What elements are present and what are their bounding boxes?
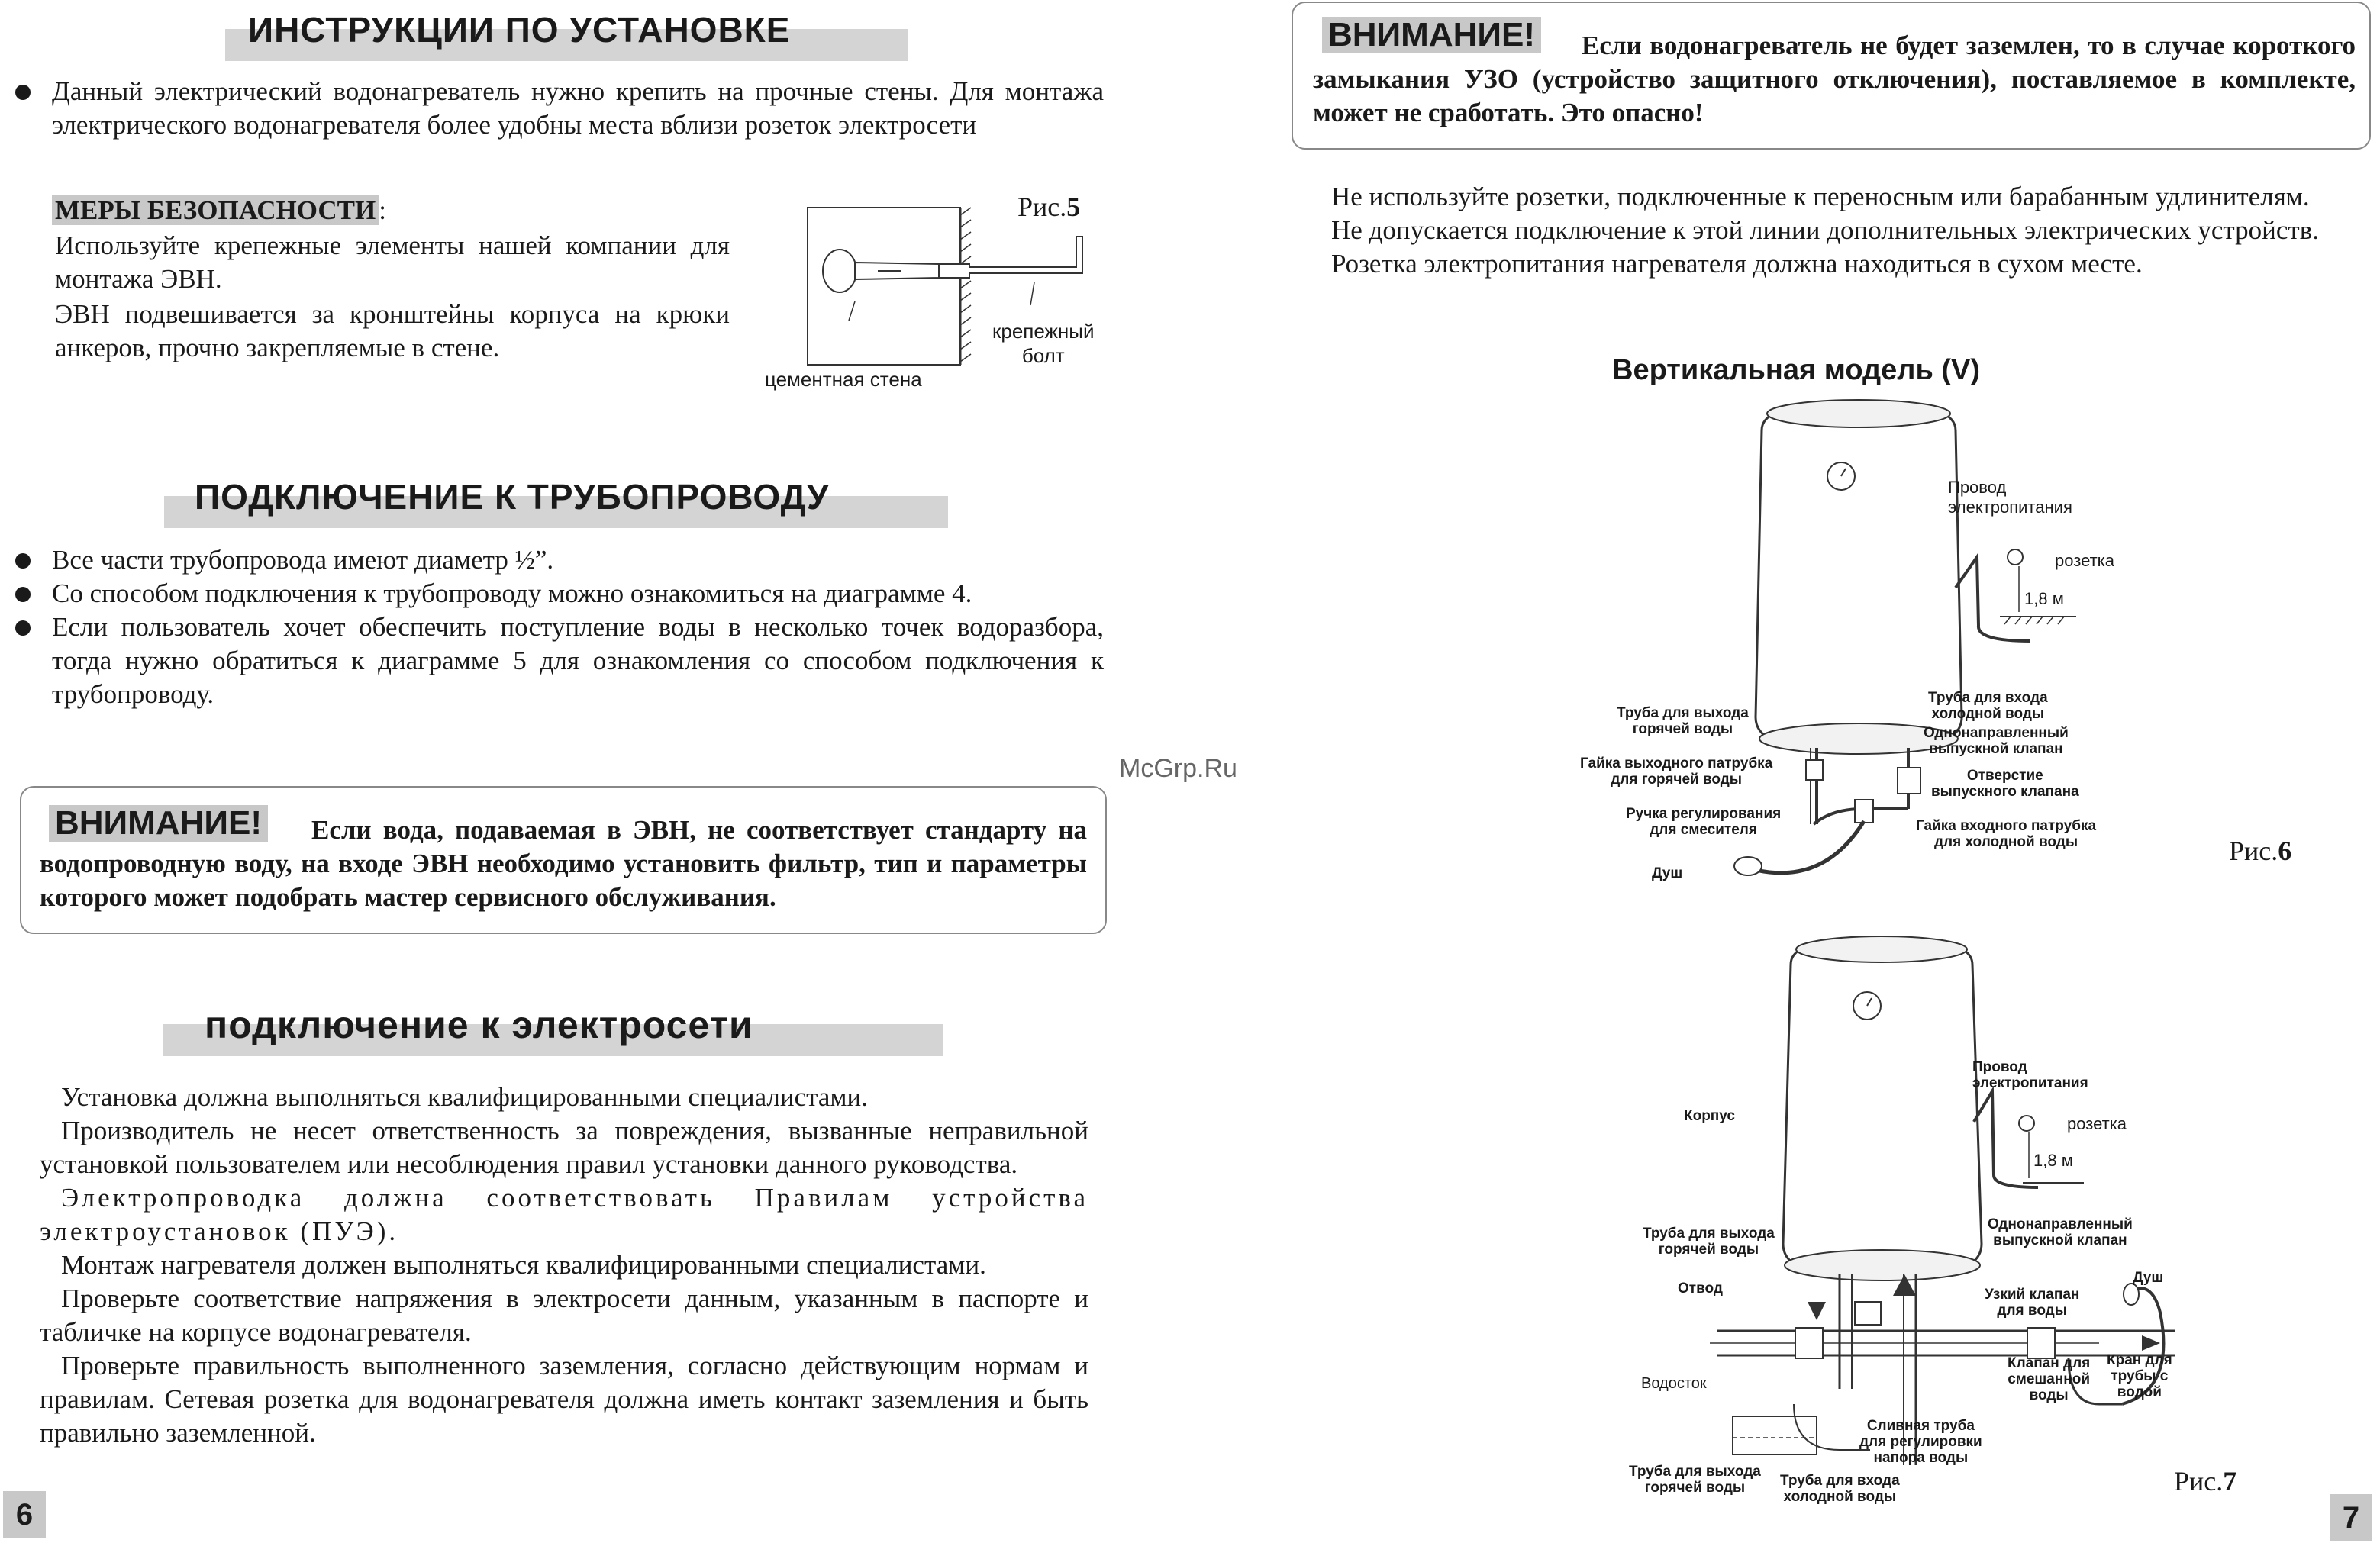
right-note-2: Не допускается подключение к этой линии дополнительных электрических устройств. xyxy=(1331,215,2319,245)
watermark: McGrp.Ru xyxy=(1119,754,1237,783)
left-warning-text: Если вода, подаваемая в ЭВН, не соответствует стандарту на водопроводную воду, на входе ЭВН необходимо установить фильтр, тип и параметры которого может подобрать мастер сервисного обслуживания. xyxy=(40,815,1087,912)
install-text: Данный электрический водонагреватель нужно крепить на прочные стены. Для монтажа электрического водонагревателя более удобны места вблизи розеток электросети xyxy=(12,75,1104,142)
right-note-3: Розетка электропитания нагревателя должна находиться в сухом месте. xyxy=(1331,249,2143,279)
safety-label: МЕРЫ БЕЗОПАСНОСТИ xyxy=(52,195,379,225)
fig7-check-valve-label: Однонаправленный выпускной клапан xyxy=(1988,1216,2133,1248)
right-warning-text: Если водонагреватель не будет заземлен, то в случае короткого замыкания УЗО (устройство защитного отключения), поставляемое в комплекте, может не сработать. Это опасно! xyxy=(1313,31,2356,127)
install-list xyxy=(12,75,1104,142)
fig7-narrow-valve-label: Узкий клапан для воды xyxy=(1985,1287,2080,1319)
fig7-power-cable-label: Провод электропитания xyxy=(1972,1059,2088,1091)
fig6-cold-in-label: Труба для входа холодной воды xyxy=(1928,690,2048,722)
pipe-bullet-1: Все части трубопровода имеют диаметр ½”. xyxy=(12,543,1104,577)
safety-text-1: Используйте крепежные элементы нашей компании для монтажа ЭВН. xyxy=(55,230,730,294)
fig6-cold-nut-label: Гайка входного патрубка для холодной воды xyxy=(1916,818,2097,850)
fig6-hot-out-label: Труба для выхода горячей воды xyxy=(1617,705,1749,737)
safety-text-2: ЭВН подвешивается за кронштейны корпуса на крюки анкеров, прочно закрепляемые в стене. xyxy=(55,299,730,362)
fig6-mixer-label: Ручка регулирования для смесителя xyxy=(1626,806,1782,838)
fig7-shower-label: Душ xyxy=(2133,1270,2164,1286)
right-note-1: Не используйте розетки, подключенные к переносным или барабанным удлинителям. xyxy=(1331,182,2310,211)
fig7-hot-out-label: Труба для выхода горячей воды xyxy=(1643,1226,1775,1258)
fig6-shower-label: Душ xyxy=(1652,865,1683,881)
fig7-drain-label: Водосток xyxy=(1641,1375,1707,1392)
elec-paragraph-3: Электропроводка должна соответствовать Правилам устройства электроустановок (ПУЭ). xyxy=(40,1183,1088,1246)
pipe-heading: ПОДКЛЮЧЕНИЕ К ТРУБОПРОВОДУ xyxy=(195,477,830,517)
fig6-hot-nut-label: Гайка выходного патрубка для горячей воды xyxy=(1580,755,1773,788)
right-warning-tag: ВНИМАНИЕ! xyxy=(1322,17,1541,53)
fig7-height-label: 1,8 м xyxy=(2033,1151,2073,1170)
fig5-wall-label: цементная стена xyxy=(765,368,922,391)
fig7-caption: Рис.7 xyxy=(2174,1466,2237,1496)
fig6-valve-hole-label: Отверстие выпускного клапана xyxy=(1931,768,2079,800)
fig6-height-label: 1,8 м xyxy=(2024,589,2064,608)
elec-paragraph-2: Производитель не несет ответственность за повреждения, вызванные неправильной установкой пользователем или несоблюдения правил установки данного руководства. xyxy=(40,1116,1088,1179)
fig7-drain-pipe-label: Сливная труба для регулировки напора воды xyxy=(1859,1418,1982,1466)
fig7-body-label: Корпус xyxy=(1684,1108,1735,1124)
elec-heading: подключение к электросети xyxy=(205,1003,753,1046)
elec-paragraph-6: Проверьте правильность выполненного заземления, согласно действующим нормам и правилам. Сетевая розетка для водонагревателя должна иметь контакт заземления и быть правильно заземленной. xyxy=(40,1351,1088,1448)
fig7-mixed-valve-label: Клапан для смешанной воды xyxy=(2008,1355,2091,1403)
fig6-power-cable-label: Провод электропитания xyxy=(1948,478,2072,517)
page-number-right: 7 xyxy=(2330,1494,2372,1541)
fig6-socket-label: розетка xyxy=(2055,551,2114,570)
page-number-left: 6 xyxy=(3,1491,46,1538)
pipe-list xyxy=(12,543,1104,711)
safety-heading: МЕРЫ БЕЗОПАСНОСТИ : xyxy=(52,194,386,227)
pipe-bullet-2: Со способом подключения к трубопроводу можно ознакомиться на диаграмме 4. xyxy=(12,577,1104,610)
right-notes xyxy=(1331,180,2319,281)
fig7-socket-label: розетка xyxy=(2067,1114,2127,1133)
install-heading: ИНСТРУКЦИИ ПО УСТАНОВКЕ xyxy=(248,10,791,50)
elec-paragraph-1: Установка должна выполняться квалифицированными специалистами. xyxy=(61,1082,869,1112)
fig6-caption: Рис.6 xyxy=(2229,836,2292,866)
fig5-bolt-label: крепежный болт xyxy=(992,320,1095,367)
fig7-cold-in-bottom-label: Труба для входа холодной воды xyxy=(1780,1473,1900,1505)
elec-paragraph-4: Монтаж нагревателя должен выполняться квалифицированными специалистами. xyxy=(61,1250,986,1280)
pipe-bullet-3: Если пользователь хочет обеспечить поступление воды в несколько точек водоразбора, тогда нужно обратиться к диаграмме 5 для ознакомления со способом подключения к трубопроводу. xyxy=(12,610,1104,711)
fig6-title: Вертикальная модель (V) xyxy=(1612,354,1981,386)
fig7-hot-out-bottom-label: Труба для выхода горячей воды xyxy=(1629,1464,1761,1496)
fig7-cold-tap-label: Кран для трубы с водой xyxy=(2107,1352,2172,1400)
fig6-check-valve-label: Однонаправленный выпускной клапан xyxy=(1924,725,2069,757)
fig7-branch-label: Отвод xyxy=(1678,1280,1723,1297)
left-warning-tag: ВНИМАНИЕ! xyxy=(49,805,268,842)
fig5-caption: Рис.5 xyxy=(1017,192,1081,222)
elec-paragraphs xyxy=(40,1081,1088,1450)
elec-paragraph-5: Проверьте соответствие напряжения в электросети данным, указанным в паспорте и табличке на корпусе водонагревателя. xyxy=(40,1284,1088,1347)
